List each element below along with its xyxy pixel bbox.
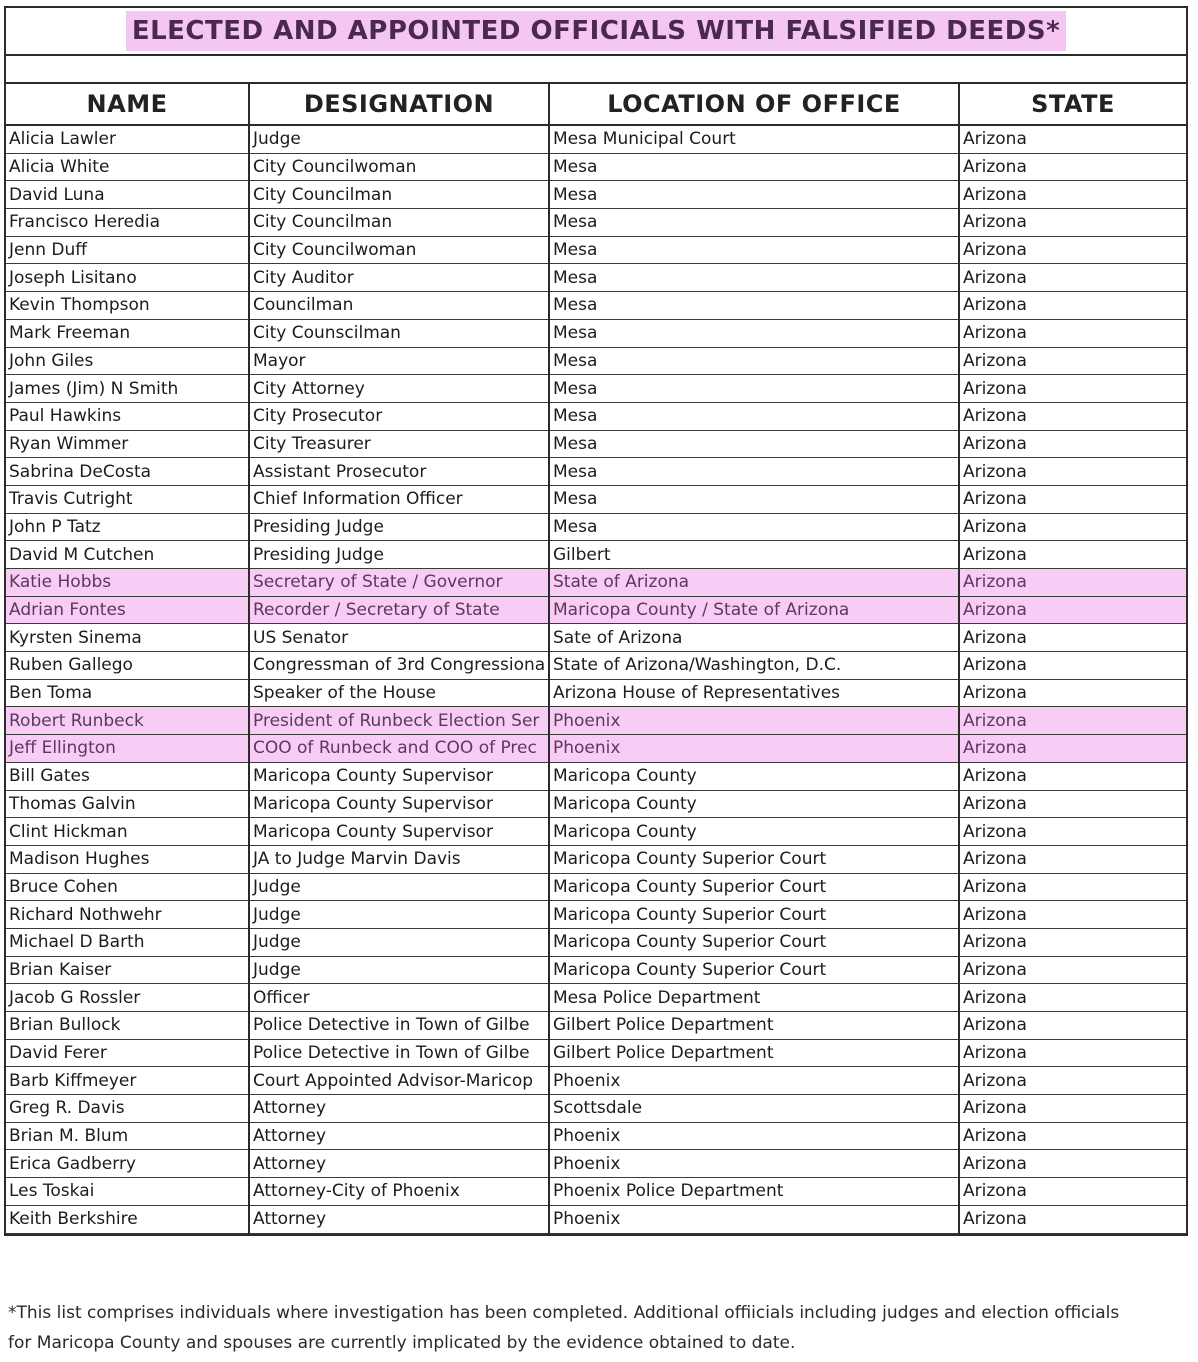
cell-designation: Secretary of State / Governor (249, 569, 549, 597)
cell-location: Mesa (549, 292, 959, 320)
cell-designation: City Treasurer (249, 430, 549, 458)
table-row (6, 1205, 1186, 1233)
cell-designation: Maricopa County Supervisor (249, 818, 549, 846)
table-row (6, 125, 1186, 153)
cell-name: David Ferer (6, 1039, 249, 1067)
cell-state: Arizona (959, 1067, 1186, 1095)
table-row (6, 1067, 1186, 1095)
table-row (6, 735, 1186, 763)
cell-designation: JA to Judge Marvin Davis (249, 845, 549, 873)
cell-location: Phoenix (549, 1205, 959, 1233)
cell-location: Maricopa County Superior Court (549, 956, 959, 984)
cell-state: Arizona (959, 541, 1186, 569)
cell-designation: Recorder / Secretary of State (249, 596, 549, 624)
table-row (6, 624, 1186, 652)
cell-name: Bill Gates (6, 762, 249, 790)
table-body (6, 125, 1186, 1233)
table-row (6, 209, 1186, 237)
cell-state: Arizona (959, 125, 1186, 153)
cell-designation: President of Runbeck Election Ser (249, 707, 549, 735)
cell-name: Clint Hickman (6, 818, 249, 846)
cell-name: Paul Hawkins (6, 402, 249, 430)
cell-location: Phoenix (549, 1067, 959, 1095)
table-row (6, 1150, 1186, 1178)
cell-location: Mesa (549, 264, 959, 292)
table-row (6, 319, 1186, 347)
cell-state: Arizona (959, 513, 1186, 541)
cell-name: Ben Toma (6, 679, 249, 707)
cell-name: Sabrina DeCosta (6, 458, 249, 486)
cell-designation: Police Detective in Town of Gilbe (249, 1039, 549, 1067)
cell-state: Arizona (959, 956, 1186, 984)
cell-state: Arizona (959, 292, 1186, 320)
table-row (6, 402, 1186, 430)
header-location: LOCATION OF OFFICE (549, 84, 959, 125)
cell-state: Arizona (959, 652, 1186, 680)
cell-name: Thomas Galvin (6, 790, 249, 818)
table-row (6, 153, 1186, 181)
cell-state: Arizona (959, 1095, 1186, 1123)
cell-name: Alicia Lawler (6, 125, 249, 153)
header-designation: DESIGNATION (249, 84, 549, 125)
table-row (6, 292, 1186, 320)
cell-state: Arizona (959, 430, 1186, 458)
cell-state: Arizona (959, 181, 1186, 209)
cell-designation: Judge (249, 873, 549, 901)
cell-state: Arizona (959, 264, 1186, 292)
cell-location: Mesa (549, 458, 959, 486)
cell-state: Arizona (959, 236, 1186, 264)
cell-name: Keith Berkshire (6, 1205, 249, 1233)
cell-designation: Maricopa County Supervisor (249, 762, 549, 790)
cell-designation: City Councilman (249, 181, 549, 209)
cell-location: Mesa Police Department (549, 984, 959, 1012)
table-row (6, 485, 1186, 513)
table-row (6, 1178, 1186, 1206)
footnote-line-2: for Maricopa County and spouses are currently implicated by the evidence obtained to date. (8, 1333, 796, 1353)
cell-state: Arizona (959, 901, 1186, 929)
cell-state: Arizona (959, 624, 1186, 652)
cell-designation: Judge (249, 901, 549, 929)
cell-state: Arizona (959, 402, 1186, 430)
cell-name: Jenn Duff (6, 236, 249, 264)
cell-name: David Luna (6, 181, 249, 209)
cell-designation: Police Detective in Town of Gilbe (249, 1012, 549, 1040)
cell-designation: COO of Runbeck and COO of Prec (249, 735, 549, 763)
cell-name: James (Jim) N Smith (6, 375, 249, 403)
table-row (6, 901, 1186, 929)
cell-location: Mesa (549, 236, 959, 264)
cell-name: Bruce Cohen (6, 873, 249, 901)
cell-location: Phoenix (549, 707, 959, 735)
cell-location: Mesa (549, 375, 959, 403)
table-row (6, 1095, 1186, 1123)
cell-designation: City Councilwoman (249, 236, 549, 264)
table-row (6, 596, 1186, 624)
table-row (6, 236, 1186, 264)
table-row (6, 458, 1186, 486)
table-row (6, 762, 1186, 790)
table-row (6, 264, 1186, 292)
title-row (6, 8, 1186, 56)
cell-name: Alicia White (6, 153, 249, 181)
cell-designation: Attorney (249, 1150, 549, 1178)
cell-location: Phoenix (549, 1150, 959, 1178)
cell-name: Mark Freeman (6, 319, 249, 347)
cell-location: Arizona House of Representatives (549, 679, 959, 707)
table-row (6, 375, 1186, 403)
cell-name: Ryan Wimmer (6, 430, 249, 458)
cell-location: Maricopa County (549, 790, 959, 818)
table-row (6, 541, 1186, 569)
cell-state: Arizona (959, 1205, 1186, 1233)
cell-location: Maricopa County Superior Court (549, 873, 959, 901)
table-row (6, 984, 1186, 1012)
cell-name: Brian M. Blum (6, 1122, 249, 1150)
cell-designation: Councilman (249, 292, 549, 320)
cell-state: Arizona (959, 1178, 1186, 1206)
header-name: NAME (6, 84, 249, 125)
cell-designation: Mayor (249, 347, 549, 375)
cell-name: Kevin Thompson (6, 292, 249, 320)
cell-state: Arizona (959, 1122, 1186, 1150)
cell-location: Maricopa County (549, 818, 959, 846)
cell-designation: Assistant Prosecutor (249, 458, 549, 486)
cell-state: Arizona (959, 984, 1186, 1012)
cell-location: Maricopa County Superior Court (549, 845, 959, 873)
cell-state: Arizona (959, 679, 1186, 707)
cell-location: State of Arizona/Washington, D.C. (549, 652, 959, 680)
cell-state: Arizona (959, 347, 1186, 375)
cell-location: Gilbert Police Department (549, 1012, 959, 1040)
cell-designation: Judge (249, 956, 549, 984)
cell-location: Mesa (549, 485, 959, 513)
cell-designation: Congressman of 3rd Congressiona (249, 652, 549, 680)
cell-state: Arizona (959, 1039, 1186, 1067)
cell-designation: City Attorney (249, 375, 549, 403)
cell-state: Arizona (959, 569, 1186, 597)
cell-location: Mesa (549, 430, 959, 458)
cell-name: Francisco Heredia (6, 209, 249, 237)
cell-designation: Attorney (249, 1095, 549, 1123)
cell-designation: City Counscilman (249, 319, 549, 347)
cell-name: Jacob G Rossler (6, 984, 249, 1012)
officials-sheet (4, 6, 1188, 1236)
table-row (6, 181, 1186, 209)
cell-location: Mesa (549, 402, 959, 430)
table-row (6, 652, 1186, 680)
cell-designation: Court Appointed Advisor-Maricop (249, 1067, 549, 1095)
cell-name: Joseph Lisitano (6, 264, 249, 292)
cell-name: Richard Nothwehr (6, 901, 249, 929)
cell-name: Kyrsten Sinema (6, 624, 249, 652)
cell-name: Jeff Ellington (6, 735, 249, 763)
table-row (6, 873, 1186, 901)
cell-location: State of Arizona (549, 569, 959, 597)
cell-name: Katie Hobbs (6, 569, 249, 597)
cell-state: Arizona (959, 818, 1186, 846)
cell-designation: Attorney-City of Phoenix (249, 1178, 549, 1206)
table-row (6, 928, 1186, 956)
cell-designation: Speaker of the House (249, 679, 549, 707)
cell-designation: Officer (249, 984, 549, 1012)
cell-state: Arizona (959, 735, 1186, 763)
blank-row (6, 56, 1186, 84)
table-row (6, 679, 1186, 707)
cell-designation: Presiding Judge (249, 513, 549, 541)
cell-location: Scottsdale (549, 1095, 959, 1123)
cell-state: Arizona (959, 209, 1186, 237)
cell-state: Arizona (959, 790, 1186, 818)
table-row (6, 1039, 1186, 1067)
table-row (6, 790, 1186, 818)
cell-name: John Giles (6, 347, 249, 375)
footnote-line-1: *This list comprises individuals where investigation has been completed. Additional offiicials including judges and election officials (8, 1303, 1120, 1323)
cell-name: Erica Gadberry (6, 1150, 249, 1178)
cell-designation: City Auditor (249, 264, 549, 292)
table-row (6, 818, 1186, 846)
cell-name: Barb Kiffmeyer (6, 1067, 249, 1095)
cell-location: Gilbert (549, 541, 959, 569)
cell-name: Ruben Gallego (6, 652, 249, 680)
table-row (6, 845, 1186, 873)
cell-location: Mesa (549, 347, 959, 375)
table-row (6, 1122, 1186, 1150)
table-row (6, 1012, 1186, 1040)
cell-state: Arizona (959, 707, 1186, 735)
cell-location: Mesa (549, 209, 959, 237)
cell-name: Madison Hughes (6, 845, 249, 873)
cell-state: Arizona (959, 458, 1186, 486)
cell-state: Arizona (959, 845, 1186, 873)
cell-location: Gilbert Police Department (549, 1039, 959, 1067)
table-row (6, 347, 1186, 375)
cell-location: Maricopa County (549, 762, 959, 790)
cell-state: Arizona (959, 153, 1186, 181)
cell-name: Robert Runbeck (6, 707, 249, 735)
table-row (6, 956, 1186, 984)
cell-designation: City Prosecutor (249, 402, 549, 430)
cell-name: Travis Cutright (6, 485, 249, 513)
cell-state: Arizona (959, 928, 1186, 956)
cell-location: Mesa (549, 319, 959, 347)
cell-name: John P Tatz (6, 513, 249, 541)
cell-location: Maricopa County / State of Arizona (549, 596, 959, 624)
cell-location: Maricopa County Superior Court (549, 928, 959, 956)
cell-name: David M Cutchen (6, 541, 249, 569)
cell-designation: City Councilman (249, 209, 549, 237)
cell-designation: Judge (249, 125, 549, 153)
cell-location: Phoenix Police Department (549, 1178, 959, 1206)
cell-location: Sate of Arizona (549, 624, 959, 652)
cell-location: Phoenix (549, 735, 959, 763)
cell-state: Arizona (959, 485, 1186, 513)
cell-designation: Presiding Judge (249, 541, 549, 569)
cell-location: Mesa Municipal Court (549, 125, 959, 153)
cell-designation: Judge (249, 928, 549, 956)
table-row (6, 707, 1186, 735)
cell-designation: US Senator (249, 624, 549, 652)
cell-designation: Maricopa County Supervisor (249, 790, 549, 818)
cell-state: Arizona (959, 873, 1186, 901)
cell-name: Brian Bullock (6, 1012, 249, 1040)
cell-location: Phoenix (549, 1122, 959, 1150)
sheet-title: ELECTED AND APPOINTED OFFICIALS WITH FALSIFIED DEEDS* (126, 11, 1066, 51)
cell-designation: Chief Information Officer (249, 485, 549, 513)
header-state: STATE (959, 84, 1186, 125)
cell-state: Arizona (959, 319, 1186, 347)
cell-name: Les Toskai (6, 1178, 249, 1206)
cell-location: Mesa (549, 153, 959, 181)
cell-state: Arizona (959, 596, 1186, 624)
header-row (6, 84, 1186, 125)
cell-location: Mesa (549, 181, 959, 209)
cell-designation: Attorney (249, 1122, 549, 1150)
cell-name: Adrian Fontes (6, 596, 249, 624)
cell-designation: Attorney (249, 1205, 549, 1233)
officials-table (6, 84, 1186, 1234)
table-row (6, 513, 1186, 541)
cell-location: Maricopa County Superior Court (549, 901, 959, 929)
cell-state: Arizona (959, 1150, 1186, 1178)
cell-location: Mesa (549, 513, 959, 541)
cell-state: Arizona (959, 762, 1186, 790)
footnote (8, 1298, 1188, 1358)
cell-name: Michael D Barth (6, 928, 249, 956)
table-row (6, 569, 1186, 597)
table-row (6, 430, 1186, 458)
cell-name: Brian Kaiser (6, 956, 249, 984)
cell-state: Arizona (959, 375, 1186, 403)
cell-name: Greg R. Davis (6, 1095, 249, 1123)
cell-designation: City Councilwoman (249, 153, 549, 181)
cell-state: Arizona (959, 1012, 1186, 1040)
